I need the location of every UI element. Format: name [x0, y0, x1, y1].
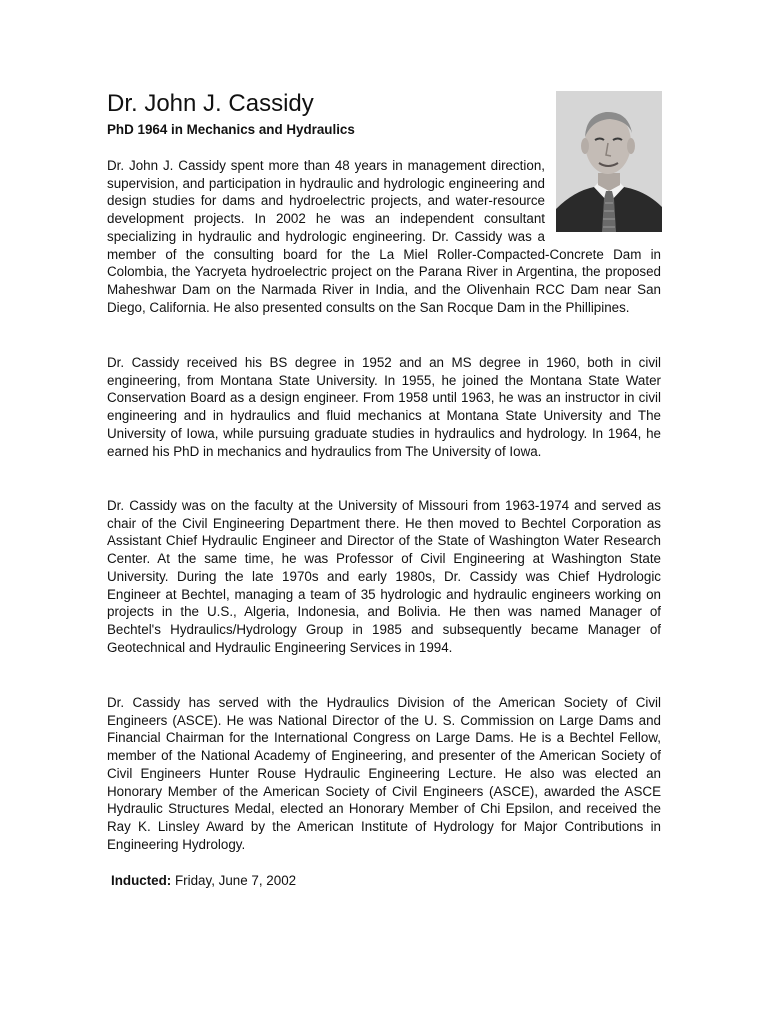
- inducted-line: [111, 873, 296, 888]
- paragraph-text: Dr. John J. Cassidy spent more than 48 years in management direction, supervision, and participation in hydraulic and hydrologic engineering and design studies for dams and hydroelectric projects, and water-resource development projects. In 2002 he was an independent consultant specializing in hydraulic and hydrologic engineering. Dr. Cassidy was a member of the consulting board for the La Miel Roller-Compacted-Concrete Dam in Colombia, the Yacryeta hydroelectric project on the Parana River in Argentina, the proposed Maheshwar Dam on the Narmada River in India, and the Olivenhain RCC Dam near San Diego, California. He also presented consults on the San Rocque Dam in the Phillipines.: [107, 158, 661, 315]
- paragraph-career-summary: [107, 157, 661, 316]
- degree-subtitle: PhD 1964 in Mechanics and Hydraulics: [107, 122, 355, 137]
- page-title: Dr. John J. Cassidy: [107, 90, 314, 117]
- photo-wrap-spacer: [545, 157, 661, 245]
- inducted-label: Inducted:: [111, 873, 172, 888]
- paragraph-honors: Dr. Cassidy has served with the Hydraulics Division of the American Society of Civil Engineers (ASCE). He was National Director of the U. S. Commission on Large Dams and Financial Chairman for the International Congress on Large Dams. He is a Bechtel Fellow, member of the National Academy of Engineering, and presenter of the American Society of Civil Engineers Hunter Rouse Hydraulic Engineering Lecture. He also was elected an Honorary Member of the American Society of Civil Engineers (ASCE), awarded the ASCE Hydraulic Structures Medal, elected an Honorary Member of Chi Epsilon, and received the Ray K. Linsley Award by the American Institute of Hydrology for Major Contributions in Engineering Hydrology.: [107, 695, 661, 852]
- inducted-date: Friday, June 7, 2002: [175, 873, 297, 888]
- paragraph-professional-career: Dr. Cassidy was on the faculty at the University of Missouri from 1963-1974 and served as chair of the Civil Engineering Department there. He then moved to Bechtel Corporation as Assistant Chief Hydraulic Engineer and Director of the State of Washington Water Research Center. At the same time, he was Professor of Civil Engineering at Washington State University. During the late 1970s and early 1980s, Dr. Cassidy was Chief Hydrologic Engineer at Bechtel, managing a team of 35 hydrologic and hydraulic engineers working on projects in the U.S., Algeria, Indonesia, and Bolivia. He then was named Manager of Bechtel's Hydraulics/Hydrology Group in 1985 and subsequently became Manager of Geotechnical and Hydraulic Engineering Services in 1994.: [107, 498, 661, 655]
- paragraph-education: Dr. Cassidy received his BS degree in 1952 and an MS degree in 1960, both in civil engineering, from Montana State University. In 1955, he joined the Montana State Water Conservation Board as a design engineer. From 1958 until 1963, he was an instructor in civil engineering and in hydraulics and fluid mechanics at Montana State University and The University of Iowa, while pursuing graduate studies in hydraulics and hydrology. In 1964, he earned his PhD in mechanics and hydraulics from The University of Iowa.: [107, 355, 661, 459]
